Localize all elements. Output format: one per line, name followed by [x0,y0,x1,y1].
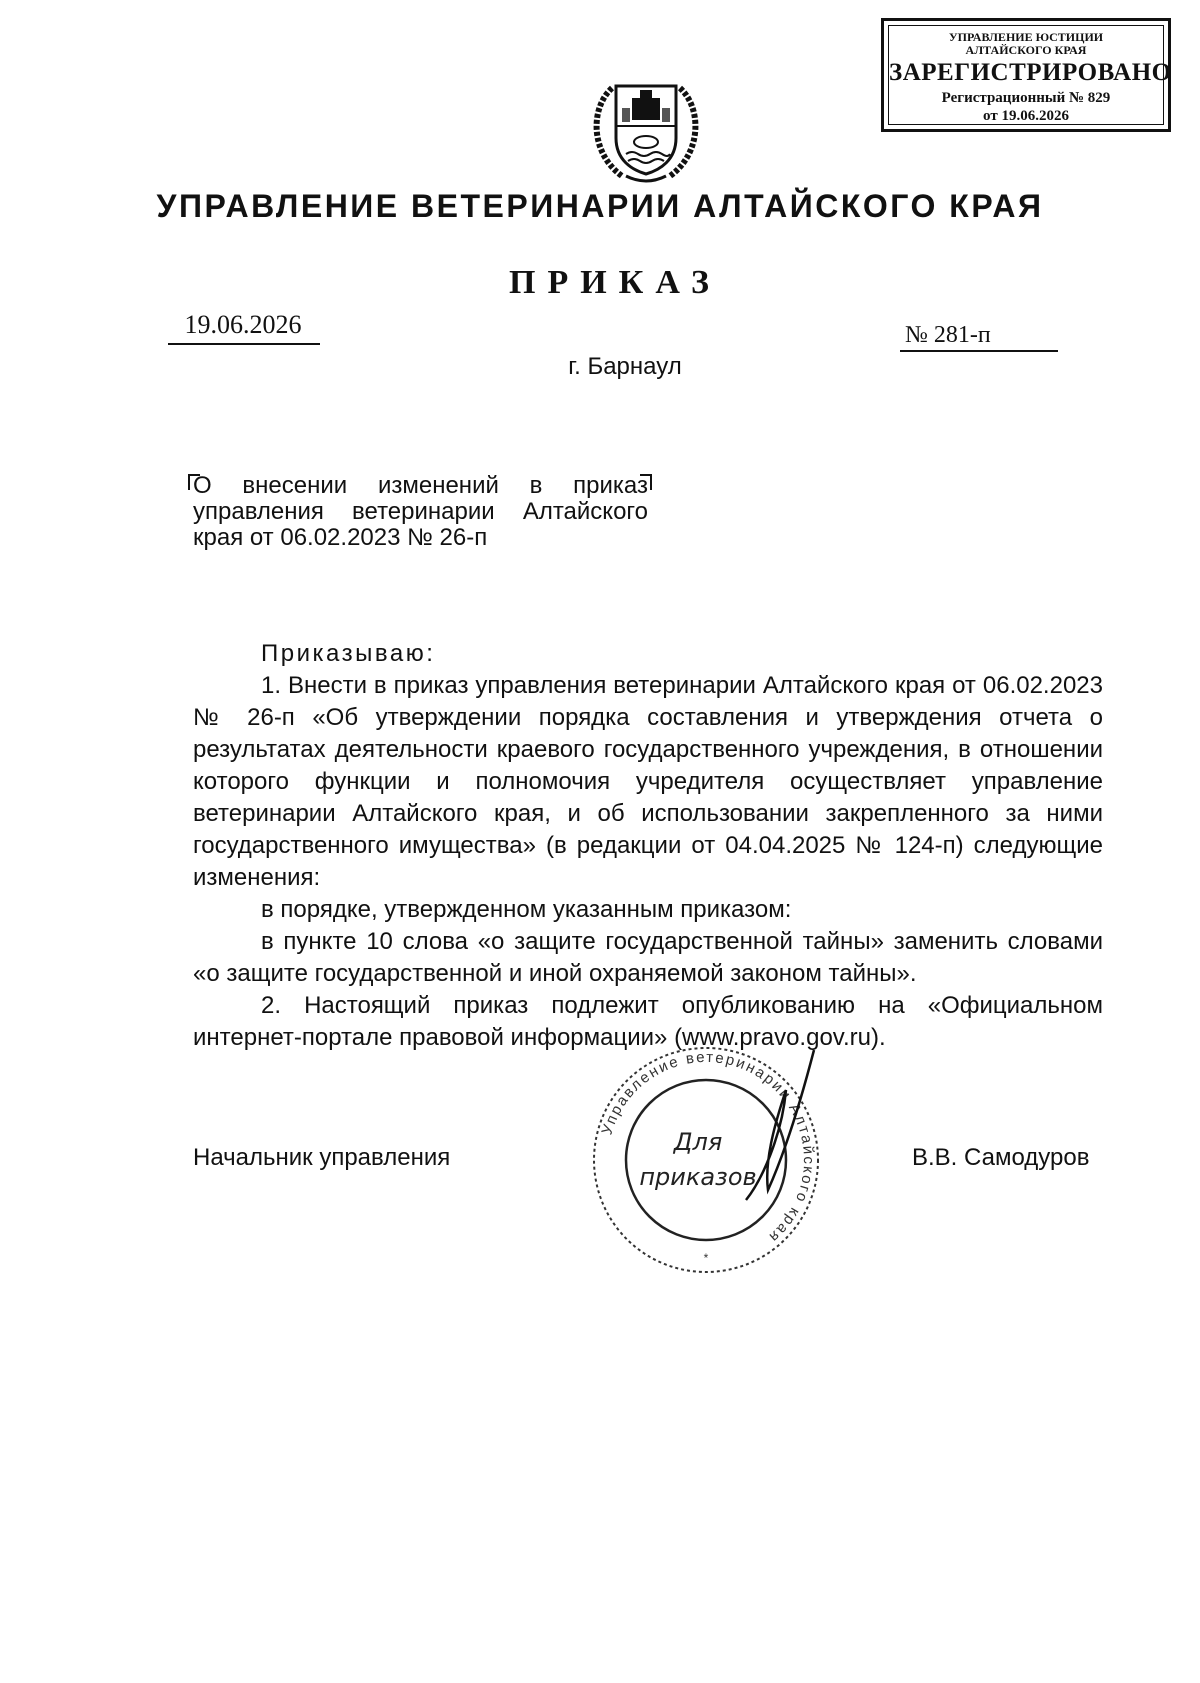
registration-status: ЗАРЕГИСТРИРОВАНО [889,59,1172,86]
city: г. Барнаул [568,353,682,380]
registration-date: от 19.06.2026 [983,108,1069,124]
registration-stamp [881,18,1171,132]
date-underline [168,343,320,345]
paragraph-2: в порядке, утвержденном указанным приказом: [261,896,792,923]
seal-center-text-2: приказов [639,1163,757,1191]
official-seal-icon [586,1040,826,1280]
seal-ring-text: Управление ветеринарии Алтайского края [598,1048,818,1247]
svg-text:*: * [703,1251,709,1265]
signatory-title: Начальник управления [193,1144,451,1171]
registration-number: Регистрационный № 829 [941,90,1111,106]
registration-authority-line1: УПРАВЛЕНИЕ ЮСТИЦИИ [948,30,1104,44]
registration-authority-line2: АЛТАЙСКОГО КРАЯ [965,43,1087,57]
order-directive: Приказываю: [261,640,436,667]
order-subject: О внесении изменений в приказ управления ветеринарии Алтайского края от 06.02.2023 № 26-п [193,472,648,551]
coat-of-arms-icon [582,68,710,186]
paragraph-1: 1. Внести в приказ управления ветеринарии Алтайского края от 06.02.2023 № 26-п «Об утверждении порядка составления и утверждения отчета о результатах деятельности краевого государственного учреждения, в отношении которого функции и полномочия учредителя осуществляет управление ветеринарии Алтайского края, и об использовании закрепленного за ними государственного имущества» (в редакции от 04.04.2025 № 124-п) следующие изменения: [193,672,1103,891]
order-body [193,638,1103,1054]
order-date: 19.06.2026 [184,310,302,339]
order-number: № 281-п [905,322,991,348]
paragraph-3: в пункте 10 слова «о защите государственной тайны» заменить словами «о защите государственной и иной охраняемой законом тайны». [193,928,1103,987]
agency-name: УПРАВЛЕНИЕ ВЕТЕРИНАРИИ АЛТАЙСКОГО КРАЯ [156,188,1044,224]
paragraph-4: 2. Настоящий приказ подлежит опубликованию на «Официальном интернет-портале правовой информации» (www.pravo.gov.ru). [193,992,1103,1051]
number-underline [900,350,1058,352]
signatory-name: В.В. Самодуров [912,1144,1090,1171]
seal-center-text-1: Для [673,1128,723,1156]
document-type: ПРИКАЗ [509,264,721,301]
registration-stamp-inner-border [888,25,1172,125]
